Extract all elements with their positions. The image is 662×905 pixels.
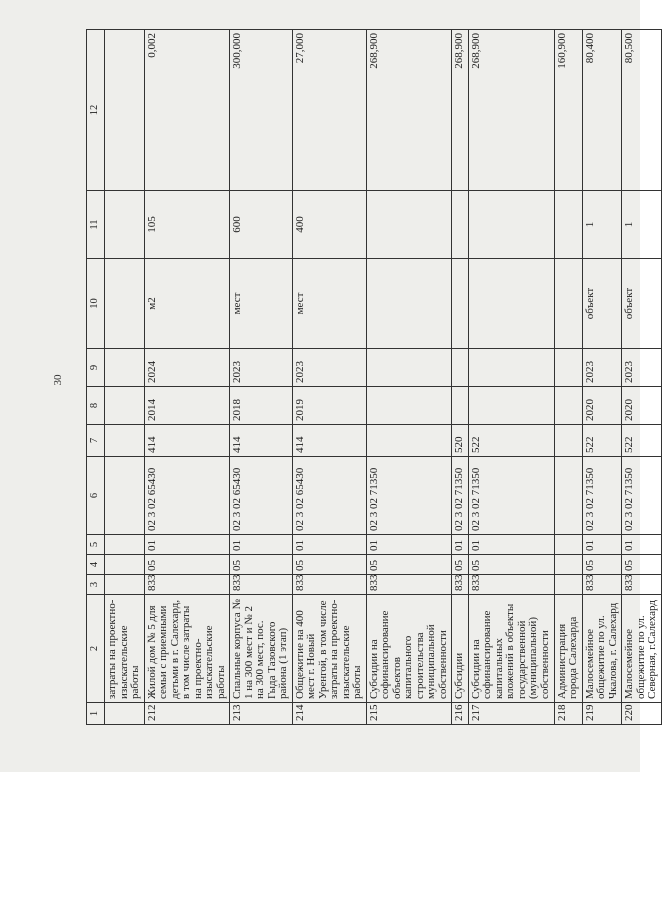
budget-table [86,29,662,725]
cell-ministry: 833 [622,575,662,595]
cell-expense-type: 414 [292,425,366,457]
cell-section: 05 [144,555,230,575]
cell-end-year: 2023 [622,349,662,387]
cell-section: 05 [366,555,452,575]
cell-unit: м2 [144,259,230,349]
cell-ministry: 833 [366,575,452,595]
row-number: 219 [582,703,622,725]
cell-unit: объект [582,259,622,349]
cell-section: 05 [622,555,662,575]
cell-amount: 27,000 [292,30,366,191]
cell-amount: 0,002 [144,30,230,191]
header-cell: 11 [87,191,105,259]
cell-unit: мест [292,259,366,349]
table-row [366,30,452,725]
cell-expense-type [366,425,452,457]
cell-section: 05 [292,555,366,575]
cell-target-article: 02 3 02 71350 [582,457,622,535]
cell-unit [452,259,469,349]
cell-ministry: 833 [582,575,622,595]
cell-expense-type: 522 [468,425,554,457]
row-number: 212 [144,703,230,725]
cell-subsection: 01 [622,535,662,555]
cell-amount: 160,900 [554,30,582,191]
cell-start-year: 2020 [622,387,662,425]
cell-start-year: 2014 [144,387,230,425]
cell-start-year [105,387,145,425]
header-cell: 5 [87,535,105,555]
row-number: 215 [366,703,452,725]
cell-amount: 268,900 [452,30,469,191]
table-row [292,30,366,725]
cell-expense-type: 522 [622,425,662,457]
header-cell: 3 [87,575,105,595]
row-name: Спальные корпуса № 1 на 300 мест и № 2 на 300 мест, пос. Гыда Тазовского района (1 этап) [230,595,293,703]
header-cell: 2 [87,595,105,703]
row-name: Администрация города Салехарда [554,595,582,703]
table-row [452,30,469,725]
cell-capacity [105,191,145,259]
cell-subsection [554,535,582,555]
cell-section: 05 [452,555,469,575]
cell-subsection: 01 [452,535,469,555]
cell-unit [366,259,452,349]
cell-capacity: 105 [144,191,230,259]
cell-unit: мест [230,259,293,349]
cell-unit [554,259,582,349]
cell-end-year [366,349,452,387]
cell-target-article: 02 3 02 65430 [144,457,230,535]
table-row [468,30,554,725]
cell-section [105,555,145,575]
cell-end-year [452,349,469,387]
cell-target-article: 02 3 02 71350 [468,457,554,535]
cell-expense-type: 414 [144,425,230,457]
cell-end-year: 2023 [292,349,366,387]
row-number [105,703,145,725]
cell-expense-type: 520 [452,425,469,457]
cell-capacity [468,191,554,259]
cell-expense-type [105,425,145,457]
cell-amount: 300,000 [230,30,293,191]
cell-capacity: 1 [622,191,662,259]
cell-subsection: 01 [144,535,230,555]
cell-capacity [366,191,452,259]
cell-unit [468,259,554,349]
cell-start-year: 2018 [230,387,293,425]
cell-target-article: 02 3 02 65430 [230,457,293,535]
cell-end-year [554,349,582,387]
table-row [622,30,662,725]
row-number: 216 [452,703,469,725]
header-cell: 4 [87,555,105,575]
cell-start-year [554,387,582,425]
table-row [554,30,582,725]
cell-subsection: 01 [230,535,293,555]
cell-section: 05 [468,555,554,575]
cell-unit [105,259,145,349]
row-name: Малосемейное общежитие по ул. Северная, г.Салехард [622,595,662,703]
cell-subsection: 01 [292,535,366,555]
cell-ministry: 833 [452,575,469,595]
cell-start-year [468,387,554,425]
cell-start-year [366,387,452,425]
header-cell: 12 [87,30,105,191]
cell-subsection [105,535,145,555]
header-cell: 10 [87,259,105,349]
cell-ministry: 833 [230,575,293,595]
cell-ministry [554,575,582,595]
cell-start-year: 2019 [292,387,366,425]
row-name: Субсидии на софинансирование объектов капитального строительства муниципальной собственности [366,595,452,703]
cell-capacity [452,191,469,259]
row-name: Жилой дом № 5 для семьи с приемными детьми в г. Салехард, в том числе затраты на проектно-изыскательские работы [144,595,230,703]
cell-capacity: 600 [230,191,293,259]
cell-amount: 268,900 [468,30,554,191]
row-name: Субсидии на софинансирование капитальных вложений в объекты государственной (муниципальной) собственности [468,595,554,703]
row-number: 220 [622,703,662,725]
cell-subsection: 01 [582,535,622,555]
cell-end-year: 2023 [230,349,293,387]
cell-section [554,555,582,575]
cell-start-year: 2020 [582,387,622,425]
cell-section: 05 [230,555,293,575]
cell-target-article [554,457,582,535]
budget-table-rotated [86,30,658,725]
cell-capacity [554,191,582,259]
cell-end-year [105,349,145,387]
cell-subsection: 01 [468,535,554,555]
header-cell: 6 [87,457,105,535]
cell-expense-type: 414 [230,425,293,457]
cell-target-article: 02 3 02 65430 [292,457,366,535]
cell-subsection: 01 [366,535,452,555]
cell-ministry: 833 [468,575,554,595]
header-cell: 9 [87,349,105,387]
cell-amount: 80,400 [582,30,622,191]
row-number: 218 [554,703,582,725]
table-row [230,30,293,725]
cell-amount: 80,500 [622,30,662,191]
cell-capacity: 400 [292,191,366,259]
cell-ministry: 833 [292,575,366,595]
cell-start-year [452,387,469,425]
row-number: 213 [230,703,293,725]
cell-expense-type [554,425,582,457]
row-name: Субсидии [452,595,469,703]
cell-amount [105,30,145,191]
cell-target-article [105,457,145,535]
cell-ministry: 833 [144,575,230,595]
cell-amount: 268,900 [366,30,452,191]
cell-capacity: 1 [582,191,622,259]
cell-ministry [105,575,145,595]
cell-target-article: 02 3 02 71350 [622,457,662,535]
page-number: 30 [52,374,64,386]
header-cell: 7 [87,425,105,457]
header-cell: 8 [87,387,105,425]
header-cell: 1 [87,703,105,725]
cell-section: 05 [582,555,622,575]
cell-end-year: 2023 [582,349,622,387]
cell-unit: объект [622,259,662,349]
row-name: Малосемейное общежитие по ул. Чкалова, г. Салехард [582,595,622,703]
table-row [144,30,230,725]
table-row [105,30,145,725]
cell-target-article: 02 3 02 71350 [366,457,452,535]
table-row [582,30,622,725]
cell-target-article: 02 3 02 71350 [452,457,469,535]
header-row [87,30,105,725]
row-name: затраты на проектно-изыскательские работы [105,595,145,703]
row-number: 217 [468,703,554,725]
row-number: 214 [292,703,366,725]
row-name: Общежитие на 400 мест г. Новый Уренгой, в том числе затраты на проектно-изыскательские работы [292,595,366,703]
cell-end-year: 2024 [144,349,230,387]
cell-expense-type: 522 [582,425,622,457]
cell-end-year [468,349,554,387]
